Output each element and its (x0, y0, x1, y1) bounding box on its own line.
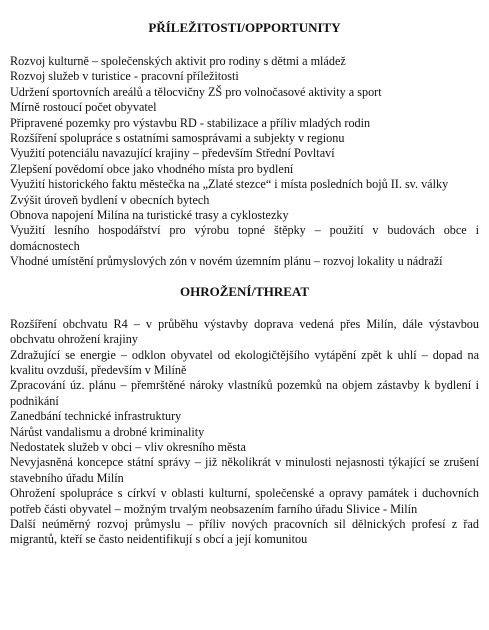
opportunities-item: Mírně rostoucí počet obyvatel (10, 100, 157, 115)
opportunities-item: Rozvoj kulturně – společenských aktivit pro rodiny s dětmi a mládež (10, 54, 346, 68)
threats-item: Ohrožení spolupráce s církví v oblasti kulturní, společenské a opravy památek i duchovních potřeb části obyvatel – možným trvalým neobsazením farního úřadu Slivice - Milín (10, 486, 479, 516)
opportunities-item: Zvýšit úroveň bydlení v obecních bytech (10, 192, 210, 207)
threats-item: Zpracování úz. plánu – přemrštěné nároky vlastníků pozemků na objem zástavby k bydlení i podnikání (10, 378, 479, 408)
threats-item: Další neúměrný rozvoj průmyslu – příliv nových pracovních sil dělnických profesí z řad migrantů, kteří se často neidentifikují s obcí a její komunitou (10, 516, 479, 547)
opportunities-item: Připravené pozemky pro výstavbu RD - stabilizace a příliv mladých rodin (10, 115, 371, 130)
threats-list (10, 317, 479, 548)
opportunities-item: Využití potenciálu navazující krajiny – především Střední Povltaví (10, 146, 335, 161)
threats-item: Nedostatek služeb v obci – vliv okresního města (10, 439, 246, 454)
opportunities-item: Udržení sportovních areálů a tělocvičny ZŠ pro volnočasové aktivity a sport (10, 84, 382, 99)
opportunities-heading: PŘÍLEŽITOSTI/OPPORTUNITY (148, 20, 341, 35)
threats-item: Nárůst vandalismu a drobné kriminality (10, 424, 205, 439)
opportunities-item: Obnova napojení Milína na turistické trasy a cyklostezky (10, 208, 289, 223)
opportunities-item: Zlepšení povědomí obce jako vhodného místa pro bydlení (10, 161, 294, 176)
threats-item: Rozšíření obchvatu R4 – v průběhu výstavby doprava vedená přes Milín, dále výstavbou obchvatu ohrožení krajiny (10, 316, 479, 347)
opportunities-item: Využití lesního hospodářství pro výrobu topné štěpky – použití v budovách obce i domácnostech (10, 223, 479, 253)
threats-item: Nevyjasněná koncepce státní správy – již několikrát v minulosti nejasnosti týkající se zrušení stavebního úřadu Milín (10, 455, 479, 485)
opportunities-item: Využití historického faktu městečka na „Zlaté stezce“ i místa posledních bojů II. sv. války (10, 177, 449, 192)
opportunities-item: Vhodné umístění průmyslových zón v novém územním plánu – rozvoj lokality u nádraží (10, 254, 443, 269)
threats-heading: OHROŽENÍ/THREAT (179, 283, 310, 299)
opportunities-item: Rozšíření spolupráce s ostatními samosprávami a subjekty v regionu (10, 131, 345, 146)
opportunities-list (10, 54, 479, 270)
threats-item: Zdražující se energie – odklon obyvatel od ekologičtějšího vytápění zpět k uhlí – dopad na kvalitu ovzduší, především v Milíně (10, 347, 479, 377)
opportunities-item: Rozvoj služeb v turistice - pracovní příležitosti (10, 69, 239, 84)
threats-item: Zanedbání technické infrastruktury (10, 409, 182, 424)
